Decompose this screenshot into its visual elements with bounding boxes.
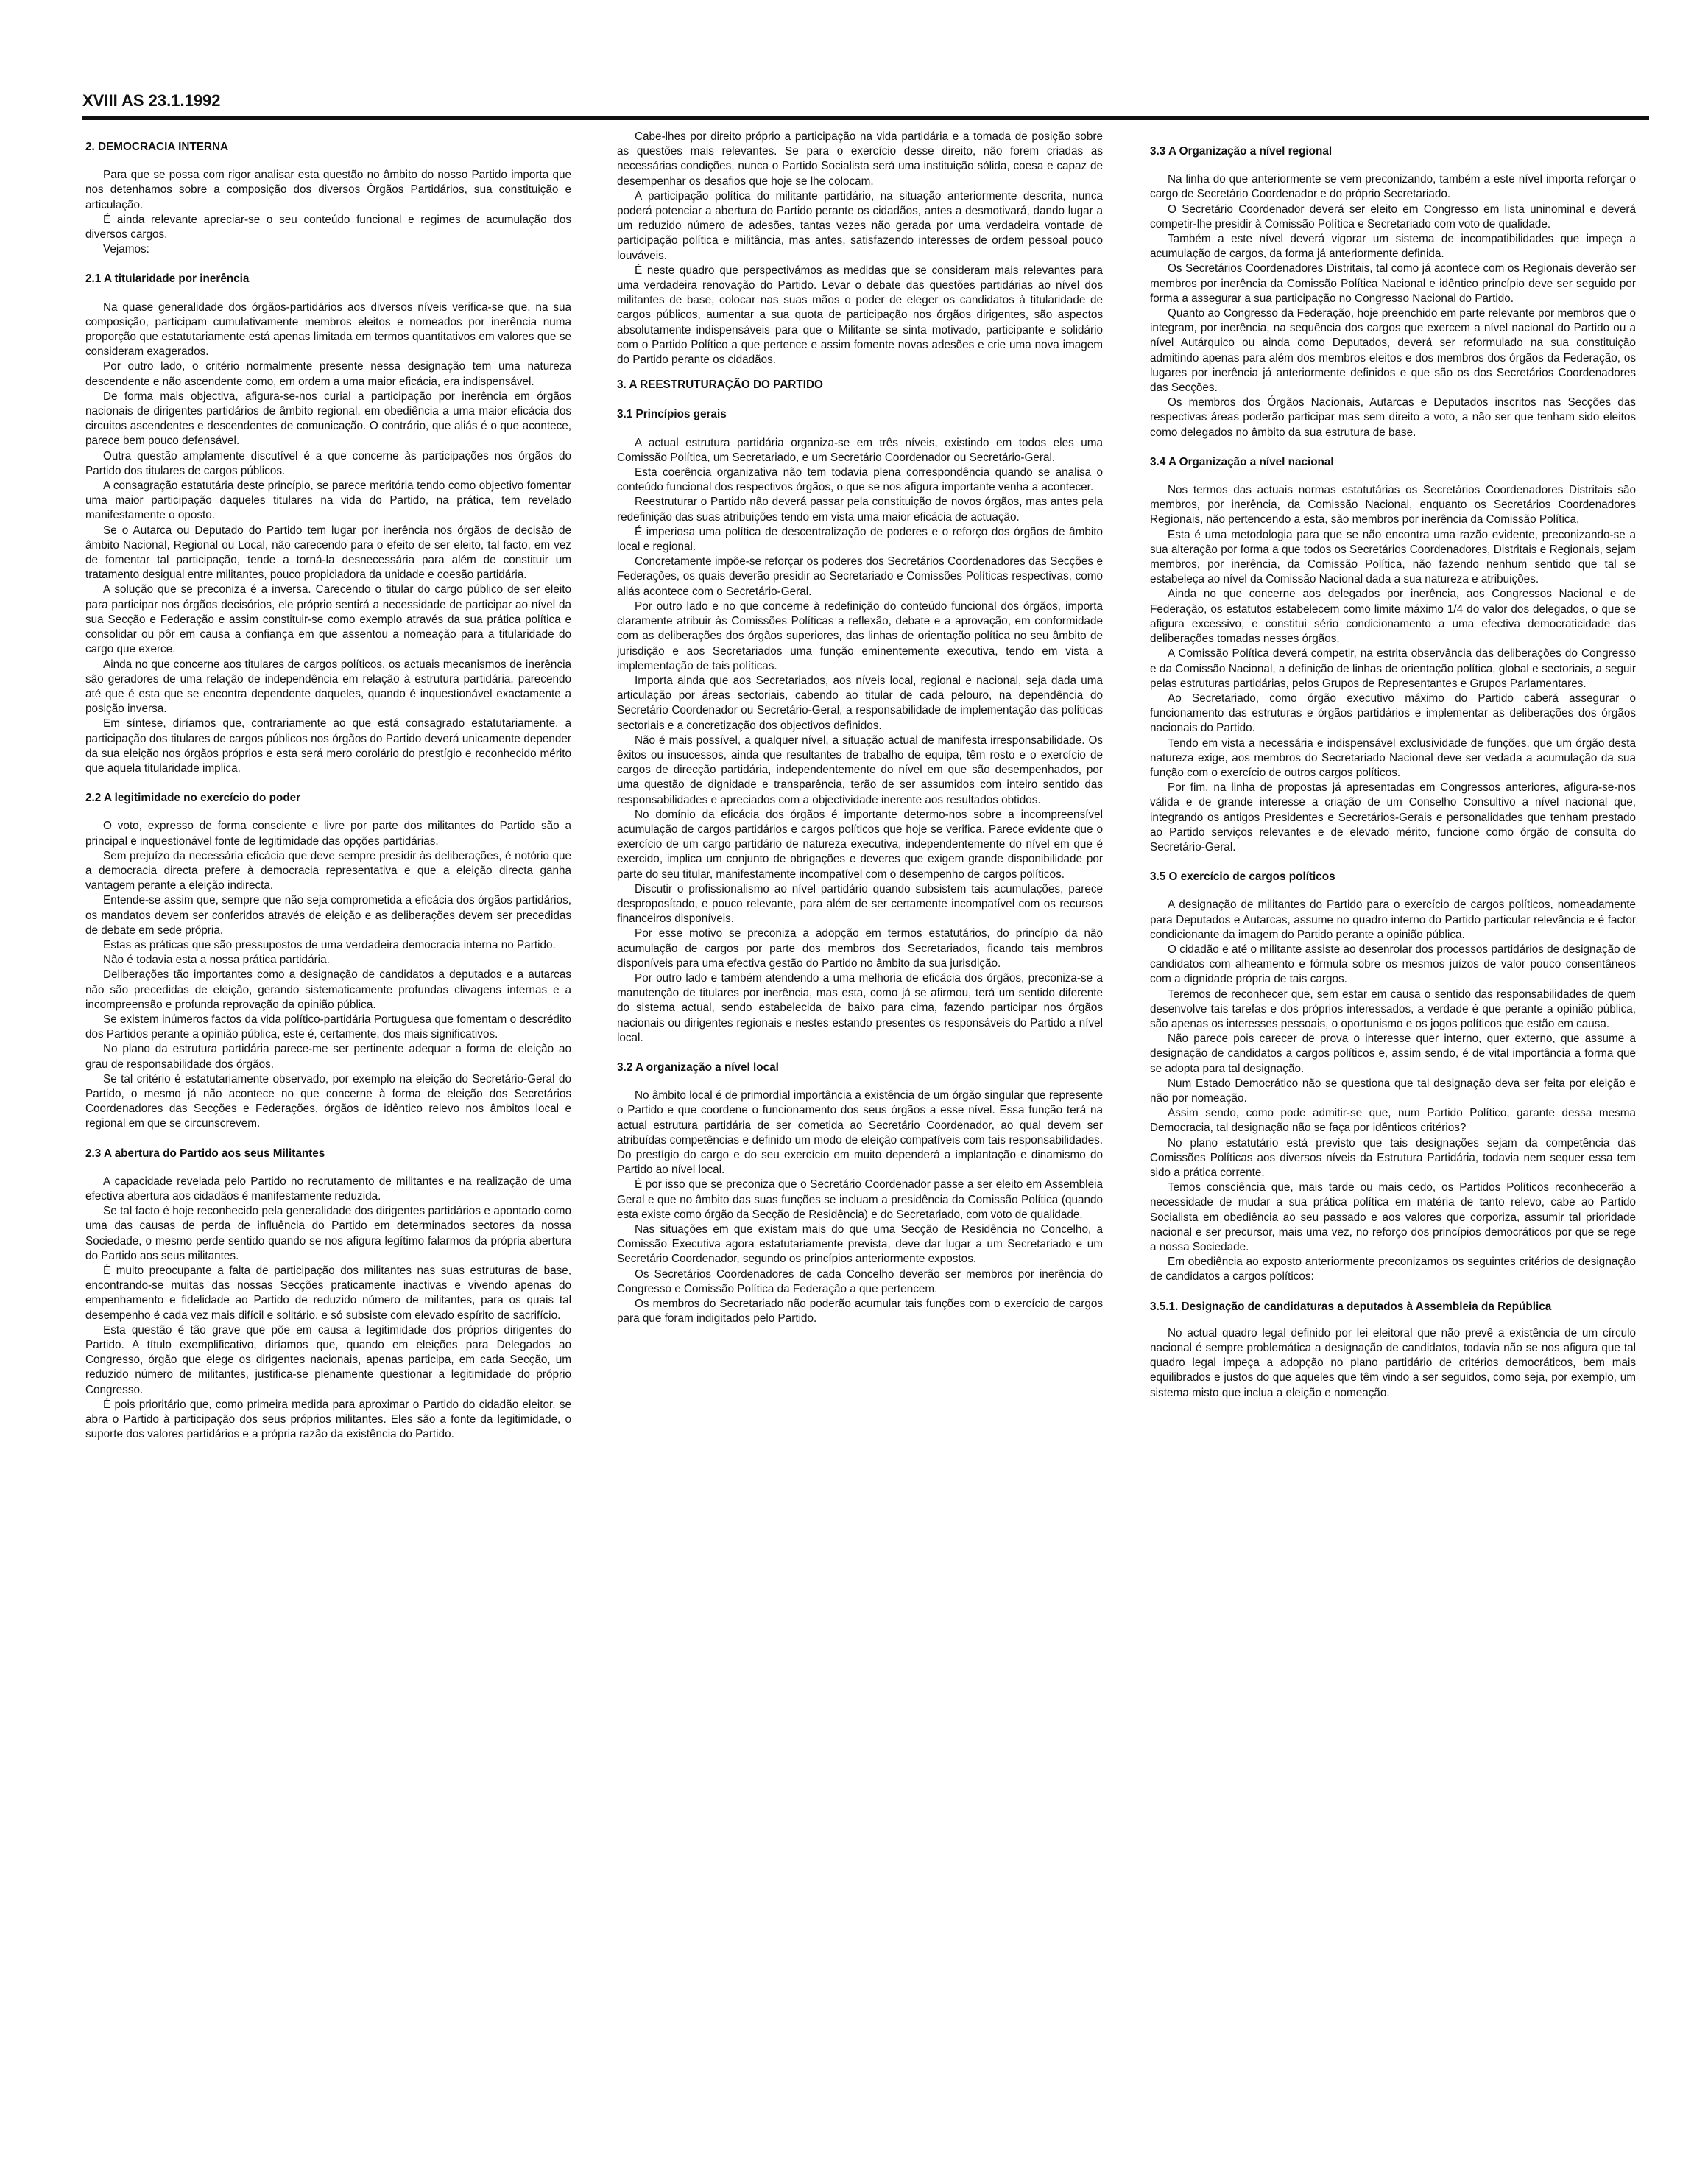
paragraph: No âmbito local é de primordial importância a existência de um órgão singular que represente o Partido e que coordene o funcionamento dos seus órgãos a esse nível. Essa função terá na actual estrutura partidária de ser cometida ao Secretário Coordenador, ao qual devem ser atribuídas competências e definido um modo de eleição compatíveis com tais responsabilidades. Do prestígio do cargo e do seu exercício em muito dependerá a implantação e dinamismo do Partido ao nível local. xyxy=(617,1089,1103,1177)
paragraph: É neste quadro que perspectivámos as medidas que se consideram mais relevantes para uma verdadeira renovação do Partido. Levar o debate das questões partidárias ao nível dos militantes de base, colocar nas suas mãos o poder de eleger os candidatos à titularidade de cargos públicos, aumentar a sua quota de participação nos órgãos dirigentes, são aspectos absolutamente indispensáveis para que o Militante se sinta motivado, participante e solidário com o Partido Político a que pertence e assim fomente novas adesões e crie uma nova imagem do Partido perante os cidadãos. xyxy=(617,264,1103,367)
paragraph: Não parece pois carecer de prova o interesse quer interno, quer externo, que assume a designação de candidatos a cargos políticos e, assim sendo, é de vital importância a forma que se adopta para tal designação. xyxy=(1150,1032,1636,1075)
paragraph: Ainda no que concerne aos titulares de cargos políticos, os actuais mecanismos de inerência são geradores de uma relação de independência em relação à estrutura partidária, parecendo até que é esta que se encontra dependente daqueles, quando é inquestionável exactamente a posição inversa. xyxy=(85,658,571,716)
paragraph: No actual quadro legal definido por lei eleitoral que não prevê a existência de um círculo nacional é sempre problemática a designação de candidatos, todavia não se nos afigura que tal quadro legal impeça a adopção no plano partidário de critérios democráticos, bem mais equilibrados e justos do que aqueles que têm vindo a ser seguidos, como seja, por exemplo, um sistema misto que inclua a eleição e nomeação. xyxy=(1150,1326,1636,1399)
paragraph: Deliberações tão importantes como a designação de candidatos a deputados e a autarcas não são precedidas de eleição, gerando sistematicamente profundas clivagens internas e a incompreensão e profunda reprovação da opinião pública. xyxy=(85,968,571,1011)
paragraph: Nas situações em que existam mais do que uma Secção de Residência no Concelho, a Comissão Executiva agora estatutariamente prevista, deve dar lugar a um Secretariado e um Secretário Coordenador, segundo os princípios anteriormente expostos. xyxy=(617,1223,1103,1266)
section-heading: 3. A REESTRUTURAÇÃO DO PARTIDO xyxy=(617,379,823,392)
paragraph: Ainda no que concerne aos delegados por inerência, aos Congressos Nacional e de Federação, os estatutos estabelecem como limite máximo 1/4 do valor dos delegados, o que se afigura excessivo, e constitui sério condicionamento a uma efectiva democraticidade das deliberações tomadas nesses órgãos. xyxy=(1150,588,1636,646)
paragraph: A actual estrutura partidária organiza-se em três níveis, existindo em todos eles uma Comissão Política, um Secretariado, e um Secretário Coordenador ou Secretário-Geral. xyxy=(617,436,1103,464)
paragraph: A Comissão Política deverá competir, na estrita observância das deliberações do Congresso e da Comissão Nacional, a definição de linhas de orientação política, global e sectoriais, a seguir pelas estruturas partidárias, pelos Grupos de Representantes e Grupos Parlamentares. xyxy=(1150,647,1636,690)
paragraph: Ao Secretariado, como órgão executivo máximo do Partido caberá assegurar o funcionamento das estruturas e órgãos partidários e implementar as deliberações dos órgãos nacionais do Partido. xyxy=(1150,691,1636,735)
paragraph: Por fim, na linha de propostas já apresentadas em Congressos anteriores, afigura-se-nos válida e de grande interesse a criação de um Conselho Consultivo a nível nacional que, integrando os antigos Presidentes e Secretários-Gerais e personalidades que tenham prestado ao Partido serviços relevantes e de elevado mérito, funcione como órgão de consulta do Secretário-Geral. xyxy=(1150,781,1636,854)
paragraph: Por outro lado e também atendendo a uma melhoria de eficácia dos órgãos, preconiza-se a manutenção de titulares por inerência, mas esta, como já se afirmou, terá um sentido diferente do sistema actual, sendo estabelecida de baixo para cima, fazendo participar nos órgãos nacionais ou dirigentes regionais e nestes estando presentes os responsáveis do Partido a nível local. xyxy=(617,971,1103,1044)
paragraph: O voto, expresso de forma consciente e livre por parte dos militantes do Partido são a principal e inquestionável fonte de legitimidade das opções partidárias. xyxy=(85,820,571,848)
paragraph: Esta coerência organizativa não tem todavia plena correspondência quando se analisa o conteúdo funcional dos respectivos órgãos, o que se nos afigura importante venha a acontecer. xyxy=(617,466,1103,494)
section-heading: 3.3 A Organização a nível regional xyxy=(1150,145,1333,158)
paragraph: Por esse motivo se preconiza a adopção em termos estatutários, do princípio da não acumulação de cargos por parte dos membros dos Secretariados, ficando tais membros disponíveis para uma efectiva gestão do Partido no âmbito da sua jurisdição. xyxy=(617,927,1103,970)
paragraph: Os membros dos Órgãos Nacionais, Autarcas e Deputados inscritos nas Secções das respectivas áreas poderão participar mas sem direito a voto, a não ser que tenham sido eleitos como delegados no âmbito da sua estrutura de base. xyxy=(1150,396,1636,439)
paragraph: É ainda relevante apreciar-se o seu conteúdo funcional e regimes de acumulação dos diversos cargos. xyxy=(85,213,571,242)
paragraph: Os Secretários Coordenadores Distritais, tal como já acontece com os Regionais deverão ser membros por inerência da Comissão Política Nacional e idêntico princípio deve ser seguido por forma a assegurar a sua participação no Congresso Nacional do Partido. xyxy=(1150,262,1636,305)
paragraph: Vejamos: xyxy=(103,243,149,256)
paragraph: Não é mais possível, a qualquer nível, a situação actual de manifesta irresponsabilidade. Os êxitos ou insucessos, ainda que resultantes de trabalho de equipa, têm rosto e o exercício de cargos de direcção partidária, independentemente do nível em que são desempenhados, por uma questão de dignidade e transparência, terão de ser assumidos com inteiro sentido das responsabilidades e apreciados com a objectividade inerente aos resultados obtidos. xyxy=(617,733,1103,806)
paragraph: Tendo em vista a necessária e indispensável exclusividade de funções, que um órgão desta natureza exige, aos membros do Secretariado Nacional deve ser vedada a acumulação da sua função com o exercício de outros cargos políticos. xyxy=(1150,736,1636,779)
section-heading: 3.1 Princípios gerais xyxy=(617,408,727,421)
paragraph: Também a este nível deverá vigorar um sistema de incompatibilidades que impeça a acumulação de cargos, da forma já anteriormente definida. xyxy=(1150,233,1636,261)
paragraph: Quanto ao Congresso da Federação, hoje preenchido em parte relevante por membros que o integram, por inerência, na sequência dos cargos que exercem a nível nacional do Partido ou a nível Autárquico ou ainda como Deputados, deverá ser reformulado na sua constituição admitindo apenas para além dos membros eleitos e dos membros dos órgãos da Federação, os lugares por inerência já anteriormente definidos e que são os dos Secretários Coordenadores das Secções. xyxy=(1150,307,1636,395)
paragraph: É pois prioritário que, como primeira medida para aproximar o Partido do cidadão eleitor, se abra o Partido à participação dos seus próprios militantes. Eles são a fonte da legitimidade, o suporte dos valores partidários e a própria razão da existência do Partido. xyxy=(85,1398,571,1441)
paragraph: Num Estado Democrático não se questiona que tal designação deva ser feita por eleição e não por nomeação. xyxy=(1150,1077,1636,1105)
paragraph: A designação de militantes do Partido para o exercício de cargos políticos, nomeadamente para Deputados e Autarcas, assume no quadro interno do Partido particular relevância e é factor condicionante da imagem do Partido perante a opinião pública. xyxy=(1150,898,1636,941)
paragraph: Para que se possa com rigor analisar esta questão no âmbito do nosso Partido importa que nos detenhamos sobre a composição dos diversos Órgãos Partidários, sua constituição e articulação. xyxy=(85,169,571,211)
paragraph: O cidadão e até o militante assiste ao desenrolar dos processos partidários de designação de candidatos com alheamento e fórmula sobre os mesmos juízos de valor pouco consentâneos com a dignidade própria de tais cargos. xyxy=(1150,943,1636,986)
paragraph: É muito preocupante a falta de participação dos militantes nas suas estruturas de base, encontrando-se muitas das nossas Secções praticamente inactivas e vivendo apenas do empenhamento e fidelidade ao Partido de reduzido número de militantes, para os quais tal desempenho é cada vez mais difícil e solitário, e só subsiste com elevado espírito de sacrifício. xyxy=(85,1264,571,1322)
paragraph: Temos consciência que, mais tarde ou mais cedo, os Partidos Políticos reconhecerão a necessidade de mudar a sua prática política em matéria de tanto relevo, cabe ao Partido Socialista em obediência ao seu passado e aos valores que corporiza, assumir tal prioridade nacional e ser precursor, mais uma vez, no reforço dos princípios democráticos por que se rege a nossa Sociedade. xyxy=(1150,1181,1636,1254)
paragraph: Por outro lado e no que concerne à redefinição do conteúdo funcional dos órgãos, importa claramente atribuir às Comissões Políticas a reflexão, debate e a aprovação, em conformidade com as deliberações dos órgãos superiores, das linhas de orientação política no seu âmbito de jurisdição e aos Secretariados uma função eminentemente executiva, tendo em vista a implementação de tais políticas. xyxy=(617,599,1103,672)
paragraph: Cabe-lhes por direito próprio a participação na vida partidária e a tomada de posição sobre as questões mais relevantes. Se para o exercício desse direito, não forem criadas as necessárias condições, nunca o Partido Socialista será uma instituição sólida, coesa e capaz de desempenhar os desafios que hoje se lhe colocam. xyxy=(617,130,1103,188)
text-column-1 xyxy=(85,130,571,2118)
paragraph: Estas as práticas que são pressupostos de uma verdadeira democracia interna no Partido. xyxy=(103,938,556,951)
paragraph: É imperiosa uma política de descentralização de poderes e o reforço dos órgãos de âmbito local e regional. xyxy=(617,525,1103,554)
paragraph: A participação política do militante partidário, na situação anteriormente descrita, nunca poderá potenciar a abertura do Partido perante os cidadãos, antes a desmotivará, dando lugar a um reduzido número de adesões, tantas vezes não gerada por uma verdadeira vontade de participação política e militância, mas antes, satisfazendo interesses de ordem pessoal pouco louváveis. xyxy=(617,189,1103,262)
paragraph: Assim sendo, como pode admitir-se que, num Partido Político, garante dessa mesma Democracia, tal designação não se faça por idênticos critérios? xyxy=(1150,1107,1636,1135)
section-heading: 3.5 O exercício de cargos políticos xyxy=(1150,870,1335,884)
paragraph: Na quase generalidade dos órgãos-partidários aos diversos níveis verifica-se que, na sua composição, participam cumulativamente membros eleitos e nomeados por inerência numa proporção que estatutariamente está apenas limitada em termos quantitativos em valores que se consideram exagerados. xyxy=(85,300,571,359)
paragraph: No plano estatutário está previsto que tais designações sejam da competência das Comissões Políticas aos diversos níveis da Estrutura Partidária, todavia nem sequer essa tem sido a prática corrente. xyxy=(1150,1136,1636,1179)
paragraph: A solução que se preconiza é a inversa. Carecendo o titular do cargo público de ser eleito para participar nos órgãos decisórios, ele próprio sentirá a necessidade de participar ao nível da sua Secção e Federação e assim constituir-se como exemplo através da sua prática política e consolidar ou pôr em causa a confiança em que assentou a nomeação para a titularidade do cargo que exerce. xyxy=(85,583,571,656)
paragraph: Concretamente impõe-se reforçar os poderes dos Secretários Coordenadores das Secções e Federações, os quais deverão presidir ao Secretariado e Comissões Políticas respectivas, como aliás acontece com o Secretário-Geral. xyxy=(617,555,1103,598)
paragraph: No domínio da eficácia dos órgãos é importante determo-nos sobre a incompreensível acumulação de cargos partidários e cargos políticos que hoje se verifica. Parece evidente que o exercício de um cargo partidário de natureza executiva, independentemente do nível em que é exercido, implica um conjunto de obrigações e deveres que exigem grande disponibilidade por parte do seu titular, manifestamente incompatível com o desempenho de cargos políticos. xyxy=(617,808,1103,881)
section-heading: 2. DEMOCRACIA INTERNA xyxy=(85,141,229,153)
paragraph: Entende-se assim que, sempre que não seja comprometida a eficácia dos órgãos partidários, os mandatos devem ser conferidos através de eleição e as deliberações devem ser precedidas de debate em sede própria. xyxy=(85,894,571,937)
text-column-2 xyxy=(617,130,1103,2118)
paragraph: Os Secretários Coordenadores de cada Concelho deverão ser membros por inerência do Congresso e Comissão Política da Federação a que pertencem. xyxy=(617,1267,1103,1295)
paragraph: Não é todavia esta a nossa prática partidária. xyxy=(103,954,330,967)
paragraph: Se o Autarca ou Deputado do Partido tem lugar por inerência nos órgãos de decisão de âmbito Nacional, Regional ou Local, não carecendo para o efeito de ser eleito, tal facto, em vez de fomentar tal participação, tende a torná-la desnecessária para além de constituir um tratamento desigual entre militantes, pouco propiciadora da unidade e coesão partidária. xyxy=(85,524,571,582)
section-heading: 2.2 A legitimidade no exercício do poder xyxy=(85,792,301,805)
paragraph: Outra questão amplamente discutível é a que concerne às participações nos órgãos do Partido dos titulares de cargos públicos. xyxy=(85,449,571,477)
paragraph: Por outro lado, o critério normalmente presente nessa designação tem uma natureza descendente e não ascendente como, em ordem a uma maior eficácia, era indispensável. xyxy=(85,360,571,388)
page-header xyxy=(82,87,1649,120)
paragraph: Se tal facto é hoje reconhecido pela generalidade dos dirigentes partidários e apontado como uma das causas de perda de influência do Partido em determinados sectores da nossa Sociedade, o mesmo perde sentido quando se nos afigura legítimo falarmos da própria abertura do Partido aos seus militantes. xyxy=(85,1205,571,1262)
text-column-3 xyxy=(1150,130,1636,2118)
paragraph: Os membros do Secretariado não poderão acumular tais funções com o exercício de cargos para que foram indigitados pelo Partido. xyxy=(617,1298,1103,1326)
paragraph: Sem prejuízo da necessária eficácia que deve sempre presidir às deliberações, é notório que a democracia directa prefere à democracia representativa e que a eleição directa ganha vantagem perante a eleição indirecta. xyxy=(85,849,571,893)
paragraph: Na linha do que anteriormente se vem preconizando, também a este nível importa reforçar o cargo de Secretário Coordenador e do próprio Secretariado. xyxy=(1150,173,1636,201)
paragraph: A consagração estatutária deste princípio, se parece meritória tendo como objectivo fomentar uma maior participação daqueles titulares na vida do Partido, na prática, tem revelado manifestamente o oposto. xyxy=(85,479,571,522)
paragraph: Esta é uma metodologia para que se não encontra uma razão evidente, preconizando-se a sua alteração por forma a que todos os Secretários Coordenadores, Distritais e Regionais, sejam membros, por inerência, da Comissão Política, não fazendo nenhum sentido que tal se estabeleça ao nível da Comissão Nacional dada a sua natureza e atribuições. xyxy=(1150,528,1636,586)
paragraph: No plano da estrutura partidária parece-me ser pertinente adequar a forma de eleição ao grau de responsabilidade dos órgãos. xyxy=(85,1043,571,1071)
paragraph: Importa ainda que aos Secretariados, aos níveis local, regional e nacional, seja dada uma articulação por áreas sectoriais, cabendo ao titular de cada pelouro, na dependência do Secretário Coordenador ou Secretário-Geral, a responsabilidade de implementação das políticas sectoriais e a concretização dos objectivos definidos. xyxy=(617,674,1103,732)
paragraph: Em síntese, diríamos que, contrariamente ao que está consagrado estatutariamente, a participação dos titulares de cargos públicos nos órgãos do Partido deverá unicamente depender da sua eleição nos órgãos próprios e esta será mero corolário do prestígio e reconhecido mérito que aquela titularidade implica. xyxy=(85,717,571,775)
paragraph: Teremos de reconhecer que, sem estar em causa o sentido das responsabilidades de quem desenvolve tais tarefas e dos próprios interessados, a verdade é que perante a opinião pública, são apenas os interesses pessoais, o oportunismo e os jogos políticos que estão em causa. xyxy=(1150,988,1636,1030)
section-heading: 3.2 A organização a nível local xyxy=(617,1060,779,1074)
paragraph: De forma mais objectiva, afigura-se-nos curial a participação por inerência em órgãos nacionais de dirigentes partidários de âmbito regional, em obediência a uma maior eficácia dos circuitos ascendentes e descendentes de comunicação. O contrário, que aliás é o que acontece, parece bem pouco defensável. xyxy=(85,390,571,448)
paragraph: Se existem inúmeros factos da vida político-partidária Portuguesa que fomentam o descrédito dos Partidos perante a opinião pública, este é, certamente, dos mais significativos. xyxy=(85,1013,571,1041)
section-heading: 2.3 A abertura do Partido aos seus Militantes xyxy=(85,1147,325,1160)
paragraph: Se tal critério é estatutariamente observado, por exemplo na eleição do Secretário-Geral do Partido, o mesmo já não acontece no que concerne à forma de eleição dos Secretários Coordenadores das Secções e Federações, órgãos de idêntico relevo nos âmbitos local e regional em que se circunscrevem. xyxy=(85,1072,571,1130)
paragraph: É por isso que se preconiza que o Secretário Coordenador passe a ser eleito em Assembleia Geral e que no âmbito das suas funções se incluam a presidência da Comissão Política (quando esta existe como órgão da Secção de Residência) e do Secretariado, com voto de qualidade. xyxy=(617,1178,1103,1221)
paragraph: Discutir o profissionalismo ao nível partidário quando subsistem tais acumulações, parece desproposítado, e pouco relevante, para além de ser certamente incompatível com os recursos financeiros disponíveis. xyxy=(617,882,1103,926)
paragraph: Nos termos das actuais normas estatutárias os Secretários Coordenadores Distritais são membros, por inerência, da Comissão Nacional, enquanto os Secretários Coordenadores Regionais, não pertencendo a esta, são membros por inerência da Comissão Política. xyxy=(1150,484,1636,527)
header-date: XVIII AS 23.1.1992 xyxy=(82,91,221,110)
section-heading: 2.1 A titularidade por inerência xyxy=(85,272,250,286)
section-heading: 3.4 A Organização a nível nacional xyxy=(1150,455,1334,468)
paragraph: Reestruturar o Partido não deverá passar pela constituição de novos órgãos, mas antes pela redefinição das suas atribuições tendo em vista uma maior eficácia de actuação. xyxy=(617,496,1103,524)
paragraph: A capacidade revelada pelo Partido no recrutamento de militantes e na realização de uma efectiva abertura aos cidadãos é manifestamente reduzida. xyxy=(85,1175,571,1203)
paragraph: Esta questão é tão grave que põe em causa a legitimidade dos próprios dirigentes do Partido. A título exemplificativo, diríamos que, quando em eleições para Delegados ao Congresso, órgão que elege os dirigentes nacionais, apenas participa, em cada Secção, um reduzido número de militantes, justifica-se plenamente questionar a legitimidade do próprio Congresso. xyxy=(85,1323,571,1396)
paragraph: O Secretário Coordenador deverá ser eleito em Congresso em lista uninominal e deverá competir-lhe presidir à Comissão Política e Secretariado com voto de qualidade. xyxy=(1150,203,1636,230)
section-heading: 3.5.1. Designação de candidaturas a deputados à Assembleia da República xyxy=(1150,1300,1552,1313)
paragraph: Em obediência ao exposto anteriormente preconizamos os seguintes critérios de designação de candidatos a cargos políticos: xyxy=(1150,1256,1636,1284)
